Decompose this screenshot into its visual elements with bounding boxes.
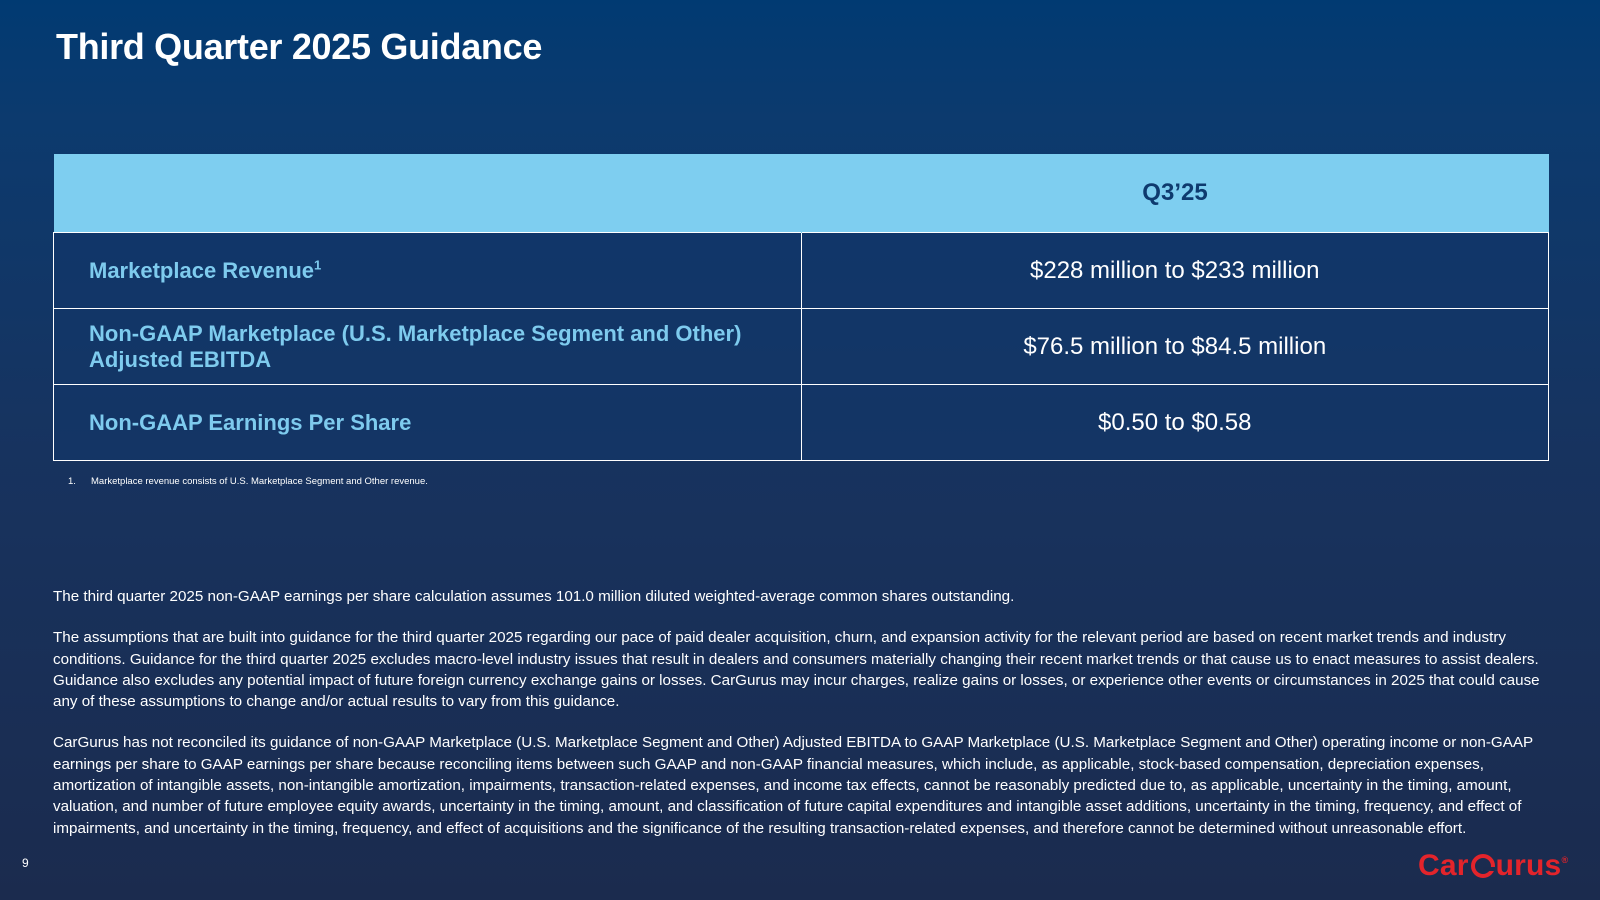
logo-text-car: Car [1418,849,1469,882]
footnote [68,476,428,487]
metric-cell [54,385,802,461]
registered-mark-icon: ® [1561,855,1569,865]
column-header-q3-25: Q3’25 [801,154,1549,233]
table-header-blank [54,154,802,233]
paragraph-assumptions: The assumptions that are built into guidance for the third quarter 2025 regarding our pace of paid dealer acquisition, churn, and expansion activity for the relevant period are based on recent market trends and industry conditions. Guidance for the third quarter 2025 excludes macro-level industry issues that result in dealers and consumers materially changing their recent market trends or that cause us to enact measures to assist dealers. Guidance also excludes any potential impact of future foreign currency exchange gains or losses. CarGurus may incur charges, realize gains or losses, or experience other events or circumstances in 2025 that could cause any of these assumptions to change and/or actual results to vary from this guidance. [53,629,1540,711]
guidance-table [53,154,1549,461]
table-row [54,385,1549,461]
metric-label: Marketplace Revenue [89,257,314,283]
footnote-marker: 1 [314,257,322,273]
body-text [53,586,1553,859]
metric-label: Non-GAAP Earnings Per Share [89,409,412,435]
metric-label: Non-GAAP Marketplace (U.S. Marketplace Segment and Other) Adjusted EBITDA [89,320,742,372]
value-cell: $76.5 million to $84.5 million [801,309,1549,385]
metric-cell [54,233,802,309]
slide-title: Third Quarter 2025 Guidance [56,26,543,67]
logo-text-urus: urus [1495,849,1562,882]
table-header-row [54,154,1549,233]
metric-cell [54,309,802,385]
value-cell: $228 million to $233 million [801,233,1549,309]
page-number: 9 [22,856,29,870]
paragraph-reconciliation: CarGurus has not reconciled its guidance of non-GAAP Marketplace (U.S. Marketplace Segment and Other) Adjusted EBITDA to GAAP Marketplace (U.S. Marketplace Segment and Other) operating income or non-GAAP earnings per share to GAAP earnings per share because reconciling items between such GAAP and non-GAAP financial measures, which include, as applicable, stock-based compensation, depreciation expenses, amortization of intangible assets, non-intangible amortization, impairments, transaction-related expenses, and income tax effects, cannot be reasonably predicted due to, as applicable, uncertainty in the timing, amount, valuation, and number of future employee equity awards, uncertainty in the timing, amount, and classification of future capital expenditures and intangible asset additions, uncertainty in the timing, frequency, and effect of impairments, and uncertainty in the timing, frequency, and effect of acquisitions and the significance of the resulting transaction-related expenses, and therefore cannot be determined without unreasonable effort. [53,734,1533,837]
cargurus-logo [1418,849,1568,883]
table-row [54,309,1549,385]
value-cell: $0.50 to $0.58 [801,385,1549,461]
logo-g-mark-icon [1471,854,1495,878]
paragraph-share-count: The third quarter 2025 non-GAAP earnings per share calculation assumes 101.0 million diluted weighted-average common shares outstanding. [53,588,1015,605]
footnote-text: Marketplace revenue consists of U.S. Marketplace Segment and Other revenue. [91,476,428,487]
table-row [54,233,1549,309]
footnote-number: 1. [68,476,76,487]
